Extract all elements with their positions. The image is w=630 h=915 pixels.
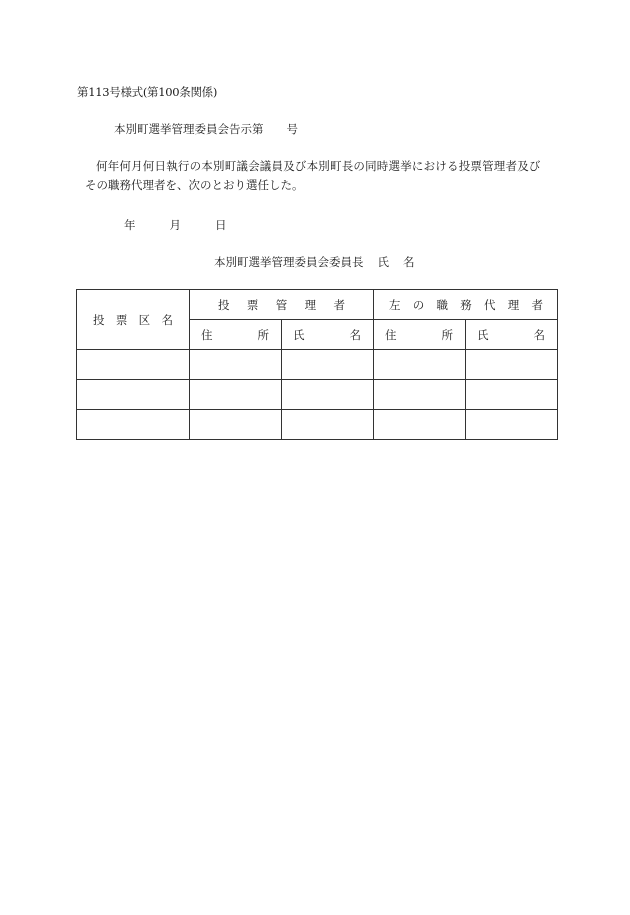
deputy-address-header-char: 住 — [385, 327, 397, 342]
deputy-header-char: 務 — [460, 297, 472, 312]
table-row — [77, 350, 558, 380]
manager-name-header-char: 名 — [349, 327, 361, 342]
deputy-address-header — [374, 320, 466, 350]
table-cell — [374, 380, 466, 410]
deputy-header-char: の — [412, 297, 425, 312]
table-cell — [466, 350, 558, 380]
manager-address-header — [190, 320, 282, 350]
district-name-header — [77, 290, 190, 350]
table-cell — [77, 410, 190, 440]
manager-address-header-char: 住 — [201, 327, 213, 342]
header-row-1 — [77, 290, 558, 320]
deputy-header-char: 職 — [436, 297, 448, 312]
table-cell — [190, 350, 282, 380]
notice-body-line-1: 何年何月何日執行の本別町議会議員及び本別町長の同時選挙における投票管理者及び — [96, 159, 541, 173]
date-line — [124, 220, 227, 232]
deputy-header-char: 左 — [389, 297, 401, 312]
deputy-name-header-char: 名 — [533, 327, 545, 342]
table-cell — [190, 410, 282, 440]
date-month: 月 — [169, 218, 181, 232]
deputy-name-header — [466, 320, 558, 350]
district-header-char: 投 — [93, 312, 105, 327]
district-header-char: 票 — [115, 312, 128, 327]
manager-name-header — [282, 320, 374, 350]
table-cell — [190, 380, 282, 410]
table-cell — [282, 380, 374, 410]
deputy-header — [374, 290, 558, 320]
deputy-address-header-char: 所 — [441, 327, 453, 342]
table-cell — [77, 350, 190, 380]
deputy-name-header-char: 氏 — [477, 327, 489, 342]
manager-name-header-char: 氏 — [293, 327, 305, 342]
table-row — [77, 380, 558, 410]
manager-header-char: 理 — [304, 297, 317, 312]
date-day: 日 — [215, 218, 227, 232]
manager-header — [190, 290, 374, 320]
manager-header-char: 管 — [275, 297, 288, 312]
date-year: 年 — [124, 218, 136, 232]
table-row — [77, 410, 558, 440]
table-cell — [282, 410, 374, 440]
table-cell — [466, 410, 558, 440]
table-cell — [282, 350, 374, 380]
table-cell — [77, 380, 190, 410]
table-cell — [374, 410, 466, 440]
manager-address-header-char: 所 — [257, 327, 269, 342]
notice-title: 本別町選挙管理委員会告示第 号 — [114, 122, 298, 136]
table-cell — [466, 380, 558, 410]
form-number: 第113号様式(第100条関係) — [77, 85, 218, 99]
committee-chair-title: 本別町選挙管理委員会委員長 — [214, 255, 364, 269]
deputy-header-char: 者 — [531, 297, 543, 312]
deputy-header-char: 理 — [507, 297, 520, 312]
signature-line — [214, 257, 415, 269]
notice-body-line-2: その職務代理者を、次のとおり選任した。 — [85, 178, 304, 192]
district-header-char: 名 — [161, 312, 173, 327]
district-header-char: 区 — [138, 312, 151, 327]
manager-header-char: 者 — [333, 297, 345, 312]
name-label-2: 名 — [403, 255, 415, 269]
table-cell — [374, 350, 466, 380]
polling-manager-table — [76, 289, 558, 440]
name-label-1: 氏 — [377, 255, 389, 269]
manager-header-char: 票 — [246, 297, 259, 312]
manager-header-char: 投 — [218, 297, 230, 312]
deputy-header-char: 代 — [484, 297, 496, 312]
